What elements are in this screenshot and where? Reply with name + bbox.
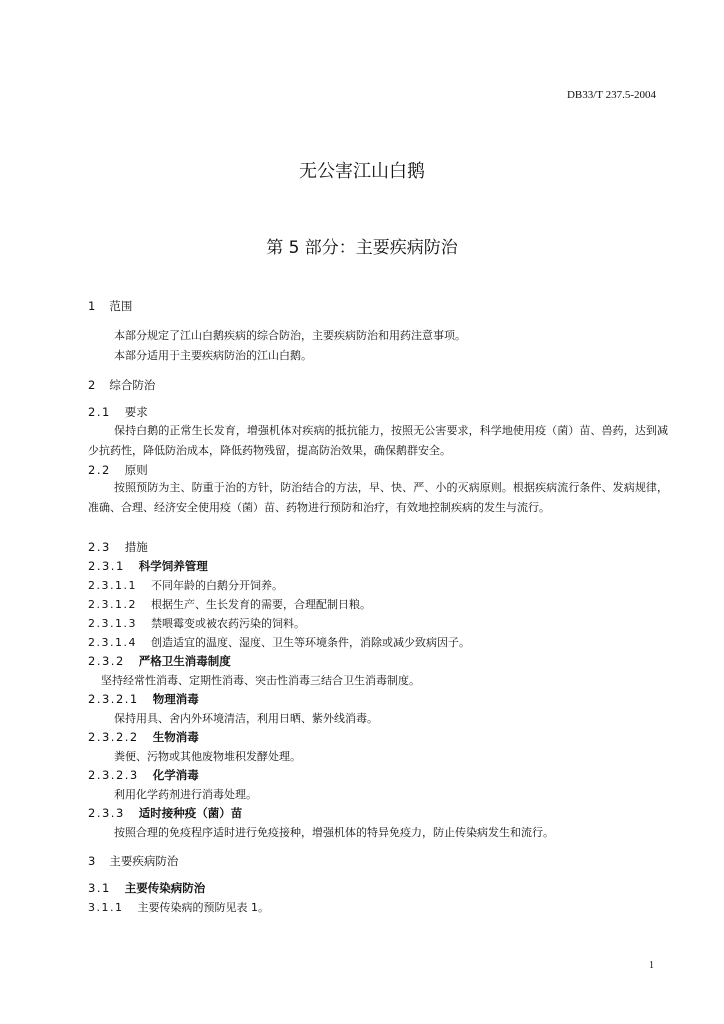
section-title: 综合防治 bbox=[109, 378, 156, 392]
section-title: 范围 bbox=[109, 299, 133, 313]
clause-number: 2.3.1.4 bbox=[88, 636, 137, 649]
clause-number: 2.3.1.2 bbox=[88, 598, 137, 611]
clause-text: 主要传染病的预防见表 1。 bbox=[137, 901, 269, 914]
clause-title: 生物消毒 bbox=[152, 730, 199, 744]
clause-2-3-1-2 bbox=[88, 596, 371, 612]
section-2-heading bbox=[88, 377, 155, 393]
paragraph: 粪便、污物或其他废物堆积发酵处理。 bbox=[114, 750, 301, 763]
clause-text: 禁喂霉变或被农药污染的饲料。 bbox=[150, 617, 305, 630]
paragraph: 本部分适用于主要疾病防治的江山白鹅。 bbox=[114, 349, 312, 362]
paragraph: 本部分规定了江山白鹅疾病的综合防治，主要疾病防治和用药注意事项。 bbox=[114, 329, 466, 342]
clause-2-3-1-1 bbox=[88, 577, 283, 593]
paragraph: 保持白鹅的正常生长发育，增强机体对疾病的抵抗能力，按照无公害要求，科学地使用疫（菌）苗、兽药，达到减少抗药性，降低防治成本，降低药物残留，提高防治效果，确保鹅群安全。 bbox=[88, 424, 668, 457]
clause-2-3-2-2-heading bbox=[88, 729, 199, 745]
document-number: DB33/T 237.5-2004 bbox=[566, 89, 656, 101]
section-number: 2 bbox=[88, 378, 96, 392]
clause-number: 2.3.2.2 bbox=[88, 730, 139, 744]
clause-3-1-heading bbox=[88, 880, 205, 896]
clause-number: 2.3.2.3 bbox=[88, 768, 139, 782]
clause-2-3-2-3-heading bbox=[88, 767, 199, 783]
clause-text: 根据生产、生长发育的需要，合理配制日粮。 bbox=[150, 598, 371, 611]
clause-title: 化学消毒 bbox=[152, 768, 199, 782]
clause-number: 2.2 bbox=[88, 463, 111, 477]
section-number: 1 bbox=[88, 299, 96, 313]
clause-title: 严格卫生消毒制度 bbox=[138, 654, 231, 668]
clause-title: 主要传染病防治 bbox=[124, 881, 206, 895]
clause-2-3-1-3 bbox=[88, 615, 305, 631]
clause-title: 科学饲养管理 bbox=[138, 559, 208, 573]
clause-number: 2.3.1 bbox=[88, 559, 125, 573]
clause-2-3-3-heading bbox=[88, 805, 242, 821]
clause-number: 2.3.1.1 bbox=[88, 579, 137, 592]
clause-title: 要求 bbox=[124, 405, 148, 419]
clause-text: 创造适宜的温度、湿度、卫生等环境条件，消除或减少致病因子。 bbox=[150, 636, 470, 649]
clause-number: 2.1 bbox=[88, 405, 111, 419]
clause-title: 物理消毒 bbox=[152, 692, 199, 706]
page-number: 1 bbox=[649, 960, 654, 971]
clause-number: 2.3 bbox=[88, 540, 111, 554]
document-title: 无公害江山白鹅 bbox=[299, 161, 425, 182]
section-1-heading bbox=[88, 298, 132, 314]
paragraph: 保持用具、舍内外环境清洁，利用日晒、紫外线消毒。 bbox=[114, 712, 378, 725]
clause-title: 原则 bbox=[124, 463, 148, 477]
part-title: 第 5 部分：主要疾病防治 bbox=[266, 238, 458, 258]
clause-number: 2.3.3 bbox=[88, 806, 125, 820]
clause-text: 不同年龄的白鹅分开饲养。 bbox=[150, 579, 283, 592]
section-title: 主要疾病防治 bbox=[109, 854, 179, 868]
clause-2-1-heading bbox=[88, 404, 148, 420]
clause-2-3-2-1-heading bbox=[88, 691, 199, 707]
paragraph: 按照预防为主、防重于治的方针，防治结合的方法，早、快、严、小的灭病原则。根据疾病流行条件、发病规律，准确、合理、经济安全使用疫（菌）苗、药物进行预防和治疗，有效地控制疾病的发生与流行。 bbox=[88, 481, 668, 514]
clause-number: 3.1.1 bbox=[88, 901, 124, 914]
clause-2-3-2-heading bbox=[88, 653, 231, 669]
clause-number: 2.3.2.1 bbox=[88, 692, 139, 706]
clause-2-3-1-heading bbox=[88, 558, 208, 574]
paragraph: 按照合理的免疫程序适时进行免疫接种，增强机体的特异免疫力，防止传染病发生和流行。 bbox=[114, 826, 554, 839]
clause-title: 适时接种疫（菌）苗 bbox=[138, 806, 243, 820]
clause-number: 3.1 bbox=[88, 881, 111, 895]
section-3-heading bbox=[88, 853, 178, 869]
clause-3-1-1 bbox=[88, 899, 269, 915]
clause-number: 2.3.1.3 bbox=[88, 617, 137, 630]
clause-2-3-heading bbox=[88, 539, 148, 555]
clause-number: 2.3.2 bbox=[88, 654, 125, 668]
section-number: 3 bbox=[88, 854, 96, 868]
clause-2-3-1-4 bbox=[88, 634, 470, 650]
clause-title: 措施 bbox=[124, 540, 148, 554]
paragraph: 坚持经常性消毒、定期性消毒、突击性消毒三结合卫生消毒制度。 bbox=[101, 674, 420, 687]
clause-2-2-heading bbox=[88, 462, 148, 478]
paragraph: 利用化学药剂进行消毒处理。 bbox=[114, 788, 257, 801]
